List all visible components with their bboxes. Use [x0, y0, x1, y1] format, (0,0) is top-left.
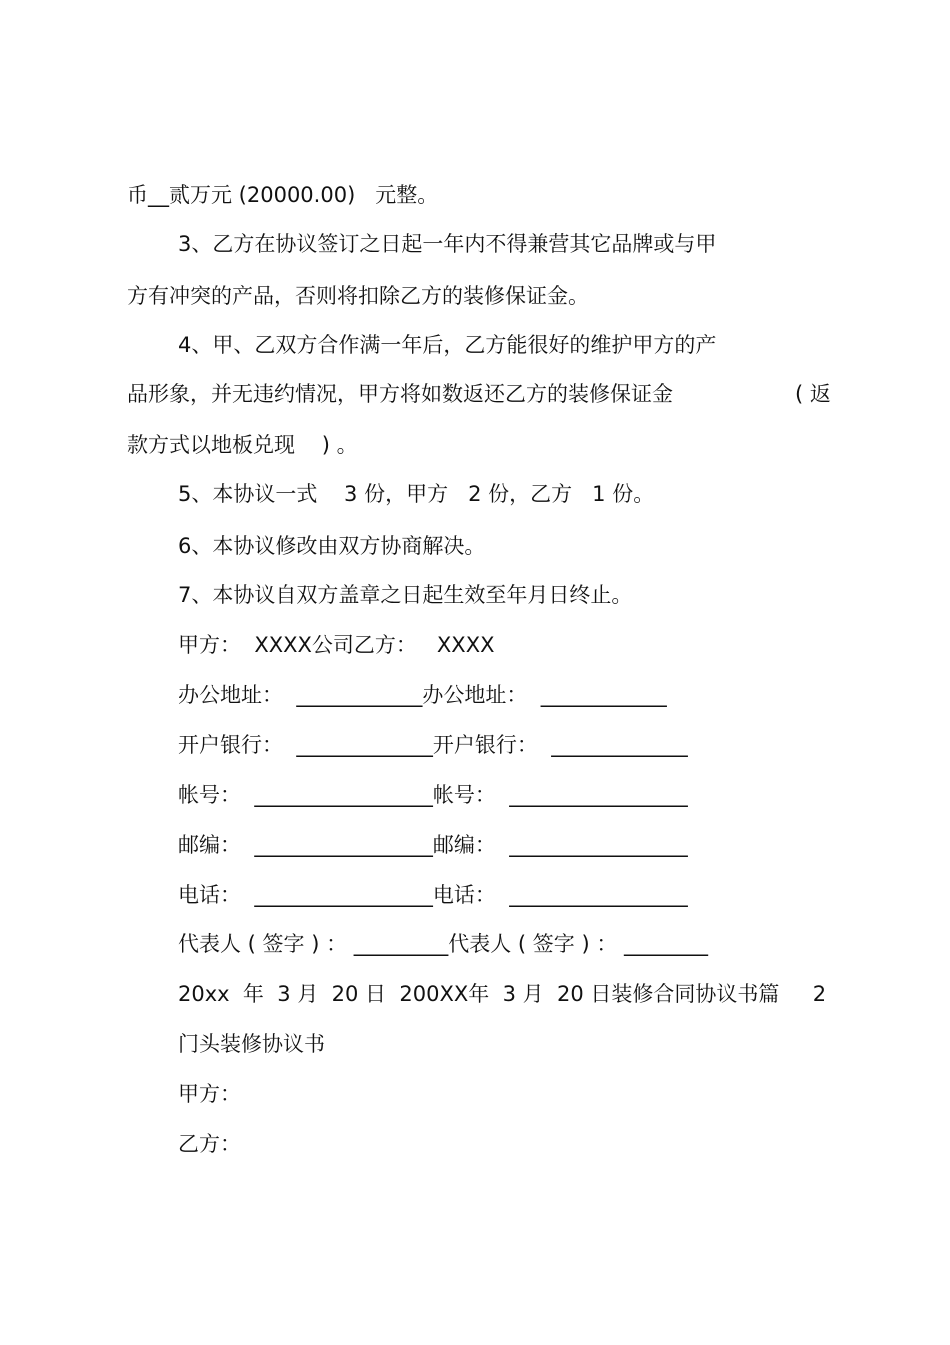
clause-6: 6、本协议修改由双方协商解决。 [178, 534, 486, 558]
section-title: 门头装修协议书 [178, 1032, 325, 1056]
clause-4-line-2: 品形象，并无违约情况，甲方将如数返还乙方的装修保证金 [127, 382, 673, 406]
office-address-row: 办公地址： ____________办公地址： ____________ [178, 683, 667, 707]
party-names: 甲方： XXXX公司乙方： XXXX [178, 633, 495, 657]
clause-4-line-3: 款方式以地板兑现 ) 。 [127, 433, 358, 457]
party-a-label: 甲方： [178, 1082, 241, 1106]
date-row: 20xx 年 3 月 20 日 200XX年 3 月 20 日装修合同协议书篇 2 [178, 982, 827, 1006]
account-row: 帐号： _________________帐号： _________________ [178, 783, 688, 807]
party-b-label: 乙方： [178, 1132, 241, 1156]
phone-row: 电话： _________________电话： _________________ [178, 883, 688, 907]
clause-3-line-1: 3、乙方在协议签订之日起一年内不得兼营其它品牌或与甲 [178, 232, 717, 256]
postcode-row: 邮编： _________________邮编： _________________ [178, 833, 688, 857]
clause-3-line-2: 方有冲突的产品，否则将扣除乙方的装修保证金。 [127, 284, 589, 308]
clause-4-line-2-end: ( 返 [795, 382, 831, 406]
clause-5: 5、本协议一式 3 份，甲方 2 份，乙方 1 份。 [178, 482, 655, 506]
paragraph-line: 币__贰万元 (20000.00) 元整。 [127, 183, 439, 207]
representative-row: 代表人 ( 签字 ) ： _________代表人 ( 签字 ) ： ________ [178, 932, 709, 956]
clause-4-line-1: 4、甲、乙双方合作满一年后，乙方能很好的维护甲方的产 [178, 333, 717, 357]
bank-row: 开户银行： _____________开户银行： _____________ [178, 733, 688, 757]
clause-7: 7、本协议自双方盖章之日起生效至年月日终止。 [178, 583, 633, 607]
